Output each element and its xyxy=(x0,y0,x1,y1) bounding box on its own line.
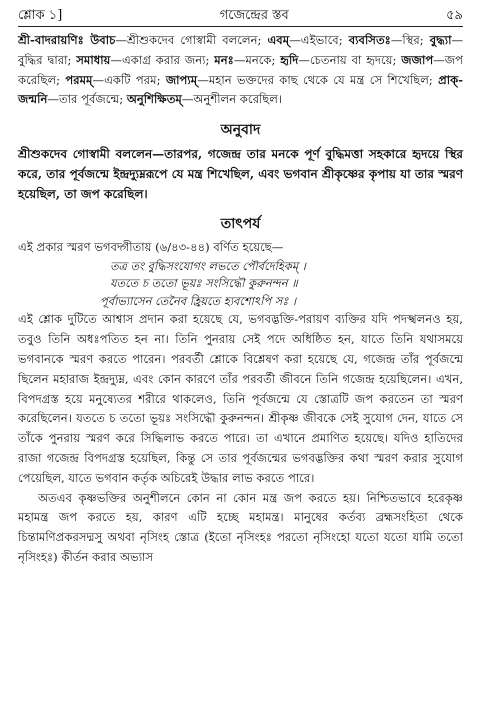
translation-heading: অনুবাদ xyxy=(220,122,261,139)
synonym-word: হৃদি xyxy=(280,52,299,67)
synonym-word: সমাধায় xyxy=(76,52,111,67)
synonym-meaning: মনকে; xyxy=(245,52,276,67)
header-rule xyxy=(18,26,463,27)
page-number: ৫৯ xyxy=(446,8,463,23)
synonym-meaning: চেতনায় বা হৃদয়ে; xyxy=(309,52,397,67)
verse-line-3: পূর্বাভ্যাসেন তেনৈব হ্রিয়তে হ্যবশোঽপি সঃ । xyxy=(100,293,297,308)
verse-line-1: তত্র তং বুদ্ধিসংযোগং লভতে পৌর্বদেহিকম্ । xyxy=(110,258,306,273)
synonym-word: জজাপ xyxy=(401,52,434,67)
synonym-word: পরমম্ xyxy=(65,72,93,87)
synonym-meaning: এইভাবে; xyxy=(300,33,343,47)
purport-paragraph-1: এই শ্লোক দুটিতে আশ্বাস প্রদান করা হয়েছে যে, ভগবদ্ভক্তি-পরায়ণ ব্যক্তির যদি পদস্খলনও হয়, তবুও তিনি অধঃপতিত হন না। তিনি পুনরায় সেই পদে অধিষ্ঠিত হন, যাতে তিনি যথাসময়ে ভগবানকে স্মরণ করতে পারেন। পরবর্তী শ্লোকে বিশ্লেষণ করা হয়েছে যে, গজেন্দ্র তাঁর পূর্বজন্মে ছিলেন মহারাজ ইন্দ্রদ্যুম্ন, এবং কোন কারণে তাঁর পরবর্তী জীবনে তিনি গজেন্দ্র হয়েছিলেন। এখন, বিপদগ্রস্ত হয়ে মনুষ্যেতর শরীরে থাকলেও, তিনি পূর্বজন্মে যে স্তোত্রটি জপ করতেন তা স্মরণ করেছিলেন। যততে চ ততো ভূয়ঃ সংসিদ্ধৌ কুরুনন্দন। শ্রীকৃষ্ণ জীবকে সেই সুযোগ দেন, যাতে সে তাঁকে পুনরায় স্মরণ করে সিদ্ধিলাভ করতে পারে। তা এখানে প্রমাণিত হয়েছে। যদিও হাতিদের রাজা গজেন্দ্র বিপদগ্রস্ত হয়েছিল, কিন্তু সে তার পূর্বজন্মের ভগবদ্ভক্তির কথা স্মরণ করার সুযোগ পেয়েছিল, যাতে ভগবান কর্তৃক অচিরেই উদ্ধার লাভ করতে পারে। xyxy=(18,312,463,485)
purport-intro: এই প্রকার স্মরণ ভগবদ্গীতায় (৬/৪৩-৪৪) বর্ণিত হয়েছে— xyxy=(18,240,284,255)
header-chapter-title: গজেন্দ্রের স্তব xyxy=(219,8,289,23)
purport-paragraph-2: অতএব কৃষ্ণভক্তির অনুশীলনে কোন না কোন মন্ত্র জপ করতে হয়। নিশ্চিতভাবে হরেকৃষ্ণ মহামন্ত্র জপ করতে হয়, কারণ এটি হচ্ছে মহামন্ত্র। মানুষের কর্তব্য ব্রহ্মসংহিতা থেকে চিন্তামণিপ্রকরসদ্মসু অথবা নৃসিংহ স্তোত্র (ইতো নৃসিংহঃ পরতো নৃসিংহো যতো যতো যামি ততো নৃসিংহঃ) কীর্তন করার অভ্যাস xyxy=(18,490,463,565)
synonym-meaning: স্থির; xyxy=(402,33,424,47)
synonym-word: ব্যবসিতঃ xyxy=(348,33,391,47)
synonym-meaning: অনুশীলন করেছিল। xyxy=(193,92,283,107)
synonym-word: প্রাক্-জন্মনি xyxy=(18,72,464,107)
running-header xyxy=(18,6,463,26)
synonym-word: মনঃ xyxy=(214,52,234,67)
synonym-word: বুদ্ধ্যা xyxy=(429,33,452,47)
synonym-word: শ্রী-বাদরায়ণিঃ উবাচ xyxy=(18,33,116,47)
synonym-meaning: তার পূর্বজন্মে; xyxy=(58,92,124,107)
synonym-meaning: মহান ভক্তদের কাছ থেকে যে মন্ত্র সে শিখেছিল; xyxy=(208,72,433,87)
synonym-word: জাপ্যম্ xyxy=(165,72,198,87)
synonym-meaning: একাগ্র করার জন্য; xyxy=(121,52,210,67)
synonym-meaning: বুদ্ধির দ্বারা; xyxy=(18,52,72,67)
synonym-meaning: শ্রীশুকদেব গোস্বামী বললেন; xyxy=(126,33,262,47)
translation-text: শ্রীশুকদেব গোস্বামী বললেন—তারপর, গজেন্দ্র তার মনকে পূর্ণ বুদ্ধিমত্তা সহকারে হৃদয়ে স্থির করে, তার পূর্বজন্মে ইন্দ্রদ্যুম্নরূপে যে মন্ত্র শিখেছিল, এবং ভগবান শ্রীকৃষ্ণের কৃপায় যা তার স্মরণ হয়েছিল, তা জপ করেছিল। xyxy=(18,147,463,202)
verse-line-2: যততে চ ততো ভূয়ঃ সংসিদ্ধৌ কুরুনন্দন ॥ xyxy=(110,276,298,291)
purport-heading: তাৎপর্য xyxy=(220,216,261,233)
synonym-word: অনুশিক্ষিতম্ xyxy=(126,92,182,107)
synonym-meaning: জপ করেছিল; xyxy=(18,52,464,87)
synonym-meaning: একটি পরম; xyxy=(104,72,161,87)
header-verse-ref: শ্লোক ১] xyxy=(18,8,63,23)
synonym-word: এবম্ xyxy=(267,33,290,47)
synonyms-paragraph: শ্রী-বাদরায়ণিঃ উবাচ—শ্রীশুকদেব গোস্বামী বললেন; এবম্—এইভাবে; ব্যবসিতঃ—স্থির; বুদ্ধ্যা—বুদ্ধির দ্বারা; সমাধায়—একাগ্র করার জন্য; মনঃ—মনকে; হৃদি—চেতনায় বা হৃদয়ে; জজাপ—জপ করেছিল; পরমম্—একটি পরম; জাপ্যম্—মহান ভক্তদের কাছ থেকে যে মন্ত্র সে শিখেছিল; প্রাক্-জন্মনি—তার পূর্বজন্মে; অনুশিক্ষিতম্—অনুশীলন করেছিল। xyxy=(18,33,464,107)
